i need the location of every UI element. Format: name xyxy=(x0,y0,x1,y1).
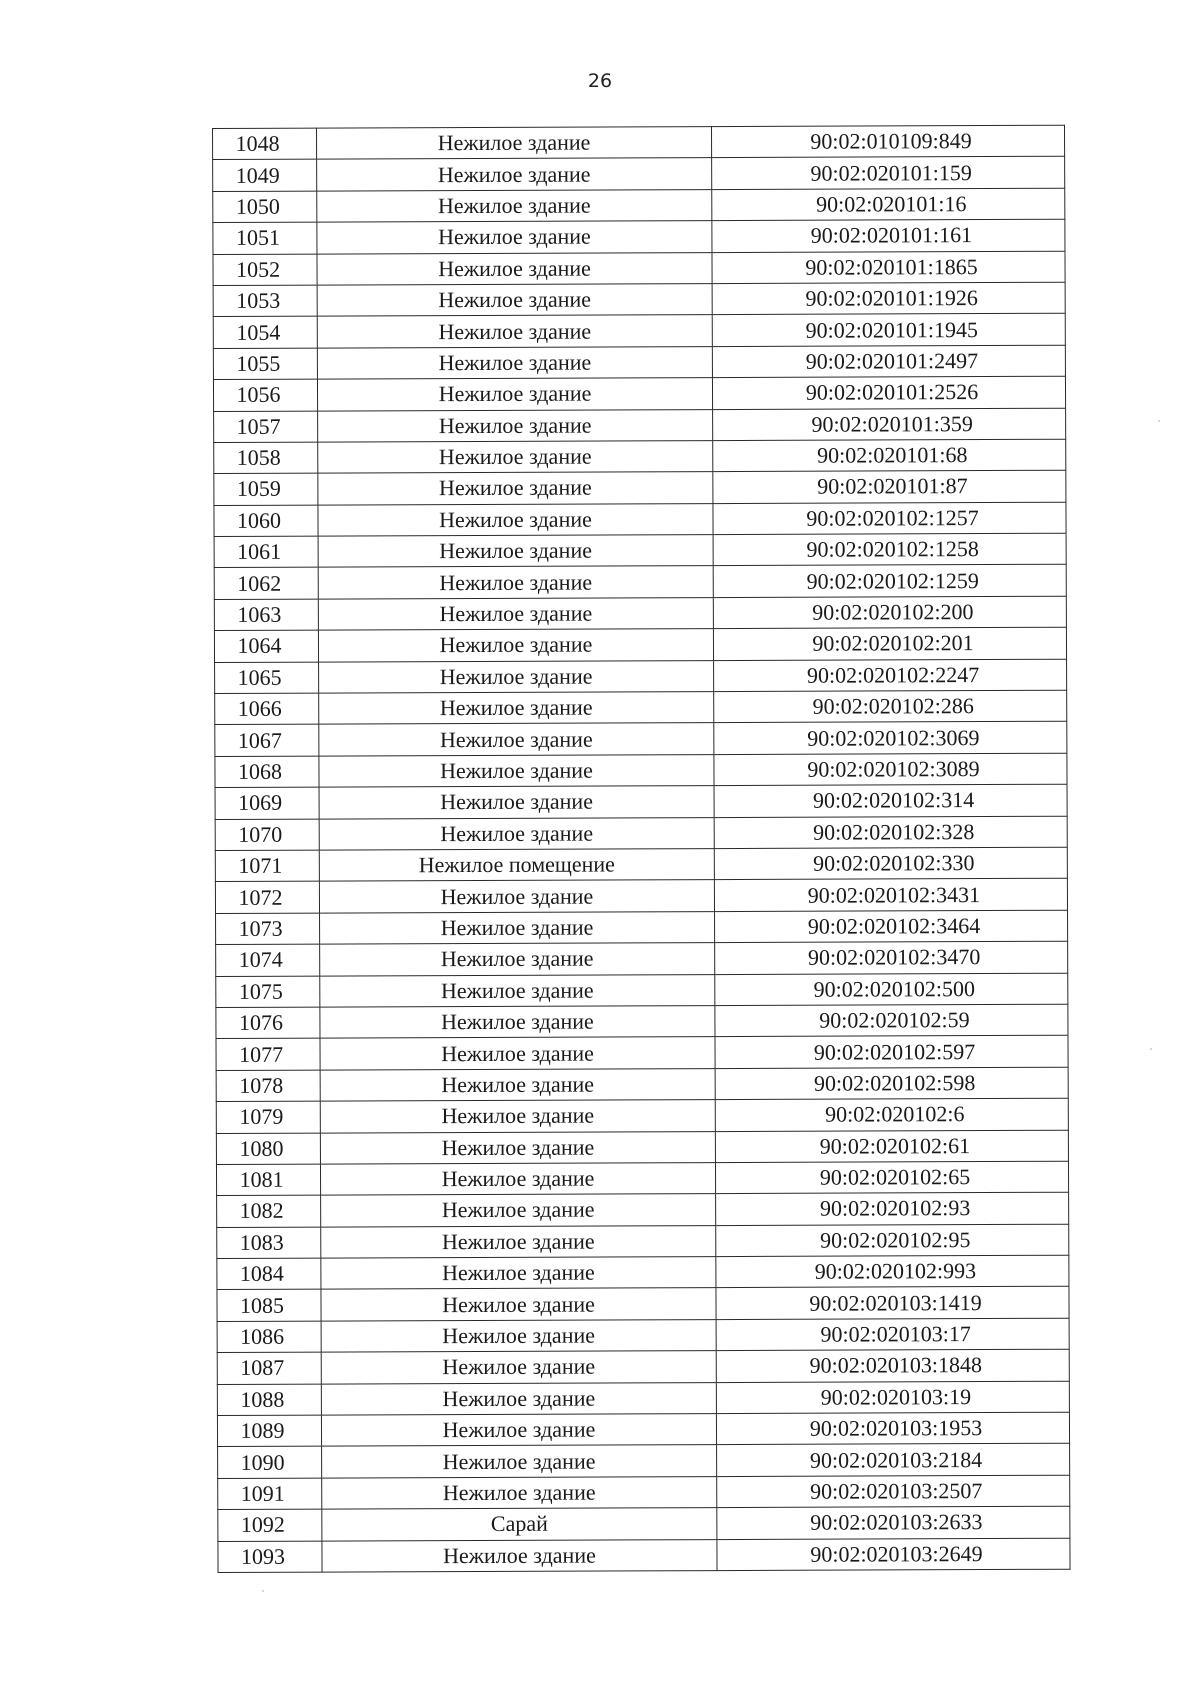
object-type-cell: Нежилое здание xyxy=(320,1006,715,1039)
table-row xyxy=(215,690,1067,725)
cadastral-number-cell: 90:02:020102:286 xyxy=(714,690,1067,723)
cadastral-number-cell: 90:02:020103:1848 xyxy=(716,1349,1069,1382)
object-type-cell: Нежилое здание xyxy=(321,1225,716,1258)
registry-table-body xyxy=(213,125,1071,1572)
table-row xyxy=(215,879,1067,914)
scan-speck xyxy=(1150,1048,1152,1050)
row-number-cell: 1066 xyxy=(215,693,319,725)
row-number-cell: 1080 xyxy=(216,1133,320,1165)
object-type-cell: Нежилое здание xyxy=(320,974,715,1007)
row-number-cell: 1065 xyxy=(215,662,319,694)
row-number-cell: 1048 xyxy=(213,128,317,160)
scan-speck xyxy=(262,1590,264,1592)
table-row xyxy=(216,1098,1068,1133)
row-number-cell: 1074 xyxy=(216,944,320,976)
cadastral-number-cell: 90:02:020102:1257 xyxy=(713,502,1066,535)
row-number-cell: 1051 xyxy=(213,222,317,254)
row-number-cell: 1071 xyxy=(215,850,319,882)
object-type-cell: Нежилое здание xyxy=(321,1194,716,1227)
object-type-cell: Нежилое здание xyxy=(320,1162,715,1195)
table-row xyxy=(214,439,1066,474)
table-row xyxy=(217,1318,1069,1353)
cadastral-number-cell: 90:02:020103:2184 xyxy=(717,1444,1070,1477)
object-type-cell: Нежилое здание xyxy=(319,723,714,756)
row-number-cell: 1091 xyxy=(218,1478,322,1510)
row-number-cell: 1087 xyxy=(217,1352,321,1384)
row-number-cell: 1062 xyxy=(214,568,318,600)
row-number-cell: 1069 xyxy=(215,787,319,819)
object-type-cell: Нежилое здание xyxy=(321,1351,716,1384)
object-type-cell: Нежилое здание xyxy=(319,786,714,819)
object-type-cell: Нежилое здание xyxy=(322,1445,717,1478)
row-number-cell: 1059 xyxy=(214,473,318,505)
table-row xyxy=(217,1349,1069,1384)
cadastral-number-cell: 90:02:020102:328 xyxy=(714,816,1067,849)
cadastral-number-cell: 90:02:020102:3470 xyxy=(715,941,1068,974)
table-row xyxy=(213,251,1065,286)
object-type-cell: Нежилое здание xyxy=(317,378,712,411)
row-number-cell: 1092 xyxy=(218,1509,322,1541)
table-row xyxy=(215,659,1067,694)
row-number-cell: 1077 xyxy=(216,1038,320,1070)
row-number-cell: 1054 xyxy=(213,316,317,348)
object-type-cell: Нежилое здание xyxy=(318,409,713,442)
object-type-cell: Нежилое здание xyxy=(320,1068,715,1101)
row-number-cell: 1081 xyxy=(216,1164,320,1196)
object-type-cell: Нежилое здание xyxy=(317,189,712,222)
table-row xyxy=(217,1381,1069,1416)
table-row xyxy=(218,1538,1070,1573)
object-type-cell: Нежилое здание xyxy=(321,1257,716,1290)
cadastral-number-cell: 90:02:020102:200 xyxy=(713,596,1066,629)
row-number-cell: 1055 xyxy=(213,348,317,380)
table-row xyxy=(214,533,1066,568)
row-number-cell: 1086 xyxy=(217,1321,321,1353)
object-type-cell: Нежилое здание xyxy=(320,1037,715,1070)
cadastral-number-cell: 90:02:020101:1945 xyxy=(712,314,1065,347)
cadastral-number-cell: 90:02:020101:16 xyxy=(712,188,1065,221)
table-row xyxy=(214,408,1066,443)
row-number-cell: 1072 xyxy=(215,881,319,913)
table-row xyxy=(216,1036,1068,1071)
table-row xyxy=(214,471,1066,506)
object-type-cell: Нежилое здание xyxy=(319,880,714,913)
cadastral-number-cell: 90:02:020102:598 xyxy=(715,1067,1068,1100)
object-type-cell: Нежилое здание xyxy=(318,503,713,536)
table-row xyxy=(213,345,1065,380)
cadastral-number-cell: 90:02:020102:3431 xyxy=(714,879,1067,912)
cadastral-number-cell: 90:02:020102:314 xyxy=(714,784,1067,817)
object-type-cell: Нежилое здание xyxy=(318,566,713,599)
row-number-cell: 1082 xyxy=(217,1195,321,1227)
table-row xyxy=(215,753,1067,788)
scan-speck xyxy=(1158,420,1160,422)
row-number-cell: 1063 xyxy=(214,599,318,631)
row-number-cell: 1088 xyxy=(217,1384,321,1416)
table-row xyxy=(214,502,1066,537)
object-type-cell: Нежилое здание xyxy=(318,472,713,505)
table-row xyxy=(216,941,1068,976)
row-number-cell: 1049 xyxy=(213,159,317,191)
row-number-cell: 1075 xyxy=(216,976,320,1008)
cadastral-number-cell: 90:02:020102:61 xyxy=(715,1130,1068,1163)
cadastral-number-cell: 90:02:020101:159 xyxy=(712,157,1065,190)
object-type-cell: Нежилое здание xyxy=(317,315,712,348)
cadastral-number-cell: 90:02:020103:2633 xyxy=(717,1506,1070,1539)
row-number-cell: 1073 xyxy=(216,913,320,945)
row-number-cell: 1053 xyxy=(213,285,317,317)
object-type-cell: Нежилое здание xyxy=(318,597,713,630)
table-row xyxy=(216,973,1068,1008)
row-number-cell: 1089 xyxy=(217,1415,321,1447)
object-type-cell: Нежилое здание xyxy=(317,127,712,160)
row-number-cell: 1068 xyxy=(215,756,319,788)
table-row xyxy=(216,910,1068,945)
table-row xyxy=(214,627,1066,662)
cadastral-number-cell: 90:02:020101:161 xyxy=(712,219,1065,252)
cadastral-number-cell: 90:02:020102:597 xyxy=(715,1036,1068,1069)
table-row xyxy=(215,816,1067,851)
cadastral-number-cell: 90:02:020102:1259 xyxy=(713,565,1066,598)
cadastral-number-cell: 90:02:020103:1953 xyxy=(716,1412,1069,1445)
table-row xyxy=(213,157,1065,192)
row-number-cell: 1079 xyxy=(216,1101,320,1133)
object-type-cell: Нежилое здание xyxy=(317,346,712,379)
cadastral-number-cell: 90:02:020103:17 xyxy=(716,1318,1069,1351)
cadastral-number-cell: 90:02:020102:3464 xyxy=(715,910,1068,943)
row-number-cell: 1090 xyxy=(218,1446,322,1478)
cadastral-number-cell: 90:02:020101:2526 xyxy=(712,376,1065,409)
table-row xyxy=(218,1475,1070,1510)
object-type-cell: Нежилое здание xyxy=(319,692,714,725)
row-number-cell: 1052 xyxy=(213,254,317,286)
cadastral-number-cell: 90:02:020101:1926 xyxy=(712,282,1065,315)
row-number-cell: 1056 xyxy=(213,379,317,411)
object-type-cell: Нежилое здание xyxy=(317,221,712,254)
table-row xyxy=(214,565,1066,600)
table-row xyxy=(213,376,1065,411)
cadastral-number-cell: 90:02:020102:201 xyxy=(713,627,1066,660)
table-row xyxy=(214,596,1066,631)
cadastral-number-cell: 90:02:020102:65 xyxy=(715,1161,1068,1194)
object-type-cell: Нежилое здание xyxy=(320,911,715,944)
page-number: 26 xyxy=(587,70,613,92)
object-type-cell: Нежилое здание xyxy=(318,440,713,473)
table-row xyxy=(215,847,1067,882)
cadastral-number-cell: 90:02:020102:6 xyxy=(715,1098,1068,1131)
object-type-cell: Нежилое здание xyxy=(320,1100,715,1133)
row-number-cell: 1058 xyxy=(214,442,318,474)
row-number-cell: 1050 xyxy=(213,191,317,223)
table-row xyxy=(213,282,1065,317)
table-row xyxy=(213,188,1065,223)
table-row xyxy=(215,722,1067,757)
row-number-cell: 1083 xyxy=(217,1227,321,1259)
cadastral-number-cell: 90:02:020102:3089 xyxy=(714,753,1067,786)
object-type-cell: Нежилое помещение xyxy=(319,849,714,882)
object-type-cell: Нежилое здание xyxy=(320,943,715,976)
object-type-cell: Нежилое здание xyxy=(322,1476,717,1509)
row-number-cell: 1067 xyxy=(215,725,319,757)
object-type-cell: Нежилое здание xyxy=(317,284,712,317)
table-row xyxy=(216,1004,1068,1039)
object-type-cell: Нежилое здание xyxy=(320,1131,715,1164)
object-type-cell: Нежилое здание xyxy=(317,158,712,191)
table-row xyxy=(213,125,1065,160)
table-row xyxy=(218,1444,1070,1479)
cadastral-number-cell: 90:02:020103:2507 xyxy=(717,1475,1070,1508)
object-type-cell: Нежилое здание xyxy=(321,1319,716,1352)
object-type-cell: Сарай xyxy=(322,1508,717,1541)
object-type-cell: Нежилое здание xyxy=(321,1288,716,1321)
object-type-cell: Нежилое здание xyxy=(321,1382,716,1415)
row-number-cell: 1061 xyxy=(214,536,318,568)
object-type-cell: Нежилое здание xyxy=(319,660,714,693)
object-type-cell: Нежилое здание xyxy=(318,629,713,662)
cadastral-number-cell: 90:02:020102:59 xyxy=(715,1004,1068,1037)
cadastral-number-cell: 90:02:020102:2247 xyxy=(714,659,1067,692)
object-type-cell: Нежилое здание xyxy=(319,817,714,850)
cadastral-number-cell: 90:02:020102:3069 xyxy=(714,722,1067,755)
row-number-cell: 1084 xyxy=(217,1258,321,1290)
object-type-cell: Нежилое здание xyxy=(318,535,713,568)
table-row xyxy=(217,1224,1069,1259)
cadastral-number-cell: 90:02:020101:2497 xyxy=(712,345,1065,378)
cadastral-number-cell: 90:02:020102:93 xyxy=(716,1193,1069,1226)
object-type-cell: Нежилое здание xyxy=(319,754,714,787)
table-row xyxy=(215,784,1067,819)
object-type-cell: Нежилое здание xyxy=(322,1539,717,1572)
registry-table xyxy=(212,125,1071,1573)
cadastral-number-cell: 90:02:020102:95 xyxy=(716,1224,1069,1257)
table-row xyxy=(216,1130,1068,1165)
table-row xyxy=(216,1067,1068,1102)
cadastral-number-cell: 90:02:010109:849 xyxy=(711,125,1064,158)
cadastral-number-cell: 90:02:020101:87 xyxy=(713,471,1066,504)
cadastral-number-cell: 90:02:020102:500 xyxy=(715,973,1068,1006)
cadastral-number-cell: 90:02:020103:1419 xyxy=(716,1287,1069,1320)
table-row xyxy=(213,314,1065,349)
table-row xyxy=(217,1412,1069,1447)
table-row xyxy=(217,1193,1069,1228)
row-number-cell: 1076 xyxy=(216,1007,320,1039)
object-type-cell: Нежилое здание xyxy=(321,1414,716,1447)
table-row xyxy=(217,1255,1069,1290)
cadastral-number-cell: 90:02:020103:2649 xyxy=(717,1538,1070,1571)
table-row xyxy=(213,219,1065,254)
row-number-cell: 1078 xyxy=(216,1070,320,1102)
row-number-cell: 1057 xyxy=(214,411,318,443)
row-number-cell: 1070 xyxy=(215,819,319,851)
row-number-cell: 1064 xyxy=(214,630,318,662)
table-row xyxy=(217,1287,1069,1322)
object-type-cell: Нежилое здание xyxy=(317,252,712,285)
cadastral-number-cell: 90:02:020101:1865 xyxy=(712,251,1065,284)
cadastral-number-cell: 90:02:020102:1258 xyxy=(713,533,1066,566)
cadastral-number-cell: 90:02:020101:359 xyxy=(713,408,1066,441)
row-number-cell: 1093 xyxy=(218,1541,322,1573)
cadastral-number-cell: 90:02:020102:993 xyxy=(716,1255,1069,1288)
row-number-cell: 1060 xyxy=(214,505,318,537)
row-number-cell: 1085 xyxy=(217,1290,321,1322)
cadastral-number-cell: 90:02:020103:19 xyxy=(716,1381,1069,1414)
cadastral-number-cell: 90:02:020102:330 xyxy=(714,847,1067,880)
table-row xyxy=(218,1506,1070,1541)
cadastral-number-cell: 90:02:020101:68 xyxy=(713,439,1066,472)
table-row xyxy=(216,1161,1068,1196)
